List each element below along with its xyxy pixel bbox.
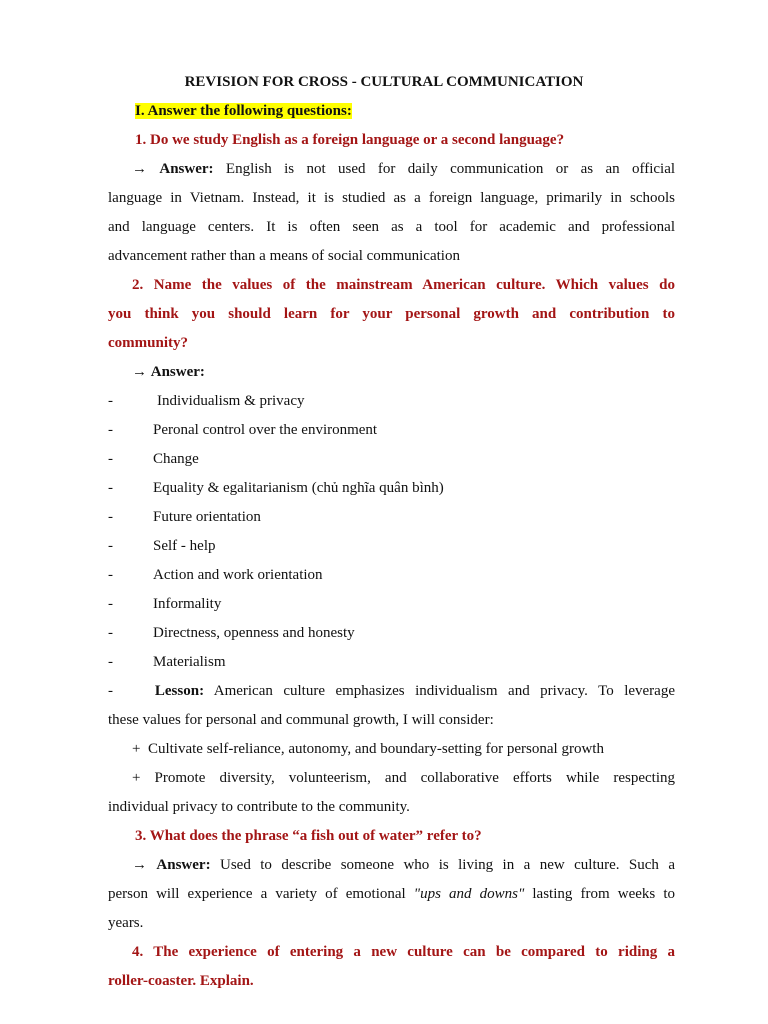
plus-glyph: + [132,770,141,786]
value-text: Individualism & privacy [157,393,305,409]
answer-label: Answer: [150,364,205,380]
answer-1-line-4: advancement rather than a means of social communication [108,248,460,264]
value-text: Change [153,451,199,467]
answer-3-line-2 [108,885,675,903]
lesson-line-2: these values for personal and communal growth, I will consider: [108,712,494,728]
answer-3-line-1 [108,856,675,874]
answer-2-label [108,363,205,381]
bullet-dash: - [108,480,113,496]
answer-3-text-2a: person will experience a variety of emotional [108,886,406,902]
bullet-dash: - [108,596,113,612]
question-1: 1. Do we study English as a foreign language or a second language? [135,132,565,148]
bullet-dash: - [108,393,113,409]
arrow-glyph: → [132,857,147,873]
plus-item-1 [108,740,604,758]
question-2-line-2: you think you should learn for your personal growth and contribution to [108,306,675,322]
answer-3-emphasis: "ups and downs" [413,886,525,902]
bullet-dash: - [108,451,113,467]
document-title: REVISION FOR CROSS - CULTURAL COMMUNICATION [184,74,584,90]
section-heading: I. Answer the following questions: [135,103,352,119]
value-text: Future orientation [153,509,261,525]
question-4-line-1: 4. The experience of entering a new culture can be compared to riding a [132,944,675,960]
bullet-dash: - [108,509,113,525]
value-text: Action and work orientation [153,567,323,583]
answer-3-line-3: years. [108,915,144,931]
answer-label: Answer: [156,857,211,873]
section-heading-wrap [135,102,352,120]
plus-glyph: + [132,741,141,757]
answer-1-text-1: English is not used for daily communication or as an official [225,161,676,177]
bullet-dash: - [108,683,113,699]
plus-item-2 [108,769,675,787]
value-text: Directness, openness and honesty [153,625,355,641]
answer-label: Answer: [159,161,214,177]
bullet-dash: - [108,654,113,670]
question-4-line-2: roller-coaster. Explain. [108,973,254,989]
plus-text-2: Promote diversity, volunteerism, and collaborative efforts while respecting [154,770,676,786]
answer-1-line-2: language in Vietnam. Instead, it is studied as a foreign language, primarily in schools [108,190,675,206]
value-text: Self - help [153,538,216,554]
answer-3-text-1: Used to describe someone who is living in a new culture. Such a [220,857,676,873]
answer-1-line-1 [108,160,675,178]
value-text: Informality [153,596,222,612]
question-2-line-1: 2. Name the values of the mainstream American culture. Which values do [132,277,675,293]
bullet-dash: - [108,567,113,583]
lesson-text-1: American culture emphasizes individualism and privacy. To leverage [213,683,675,699]
answer-3-text-2b: lasting from weeks to [532,886,676,902]
bullet-dash: - [108,422,113,438]
bullet-dash: - [108,625,113,641]
arrow-glyph: → [132,364,147,380]
arrow-glyph: → [132,161,147,177]
lesson-line-1 [108,682,675,700]
value-text: Peronal control over the environment [153,422,378,438]
question-2-line-3: community? [108,335,188,351]
plus-text-1: Cultivate self-reliance, autonomy, and boundary-setting for personal growth [147,741,604,757]
answer-1-line-3: and language centers. It is often seen as a tool for academic and professional [108,219,675,235]
bullet-dash: - [108,538,113,554]
value-text: Equality & egalitarianism (chủ nghĩa quân bình) [153,480,444,496]
lesson-label: Lesson: [154,683,205,699]
value-text: Materialism [153,654,226,670]
question-3: 3. What does the phrase “a fish out of water” refer to? [135,828,482,844]
plus-item-2-cont: individual privacy to contribute to the community. [108,799,410,815]
